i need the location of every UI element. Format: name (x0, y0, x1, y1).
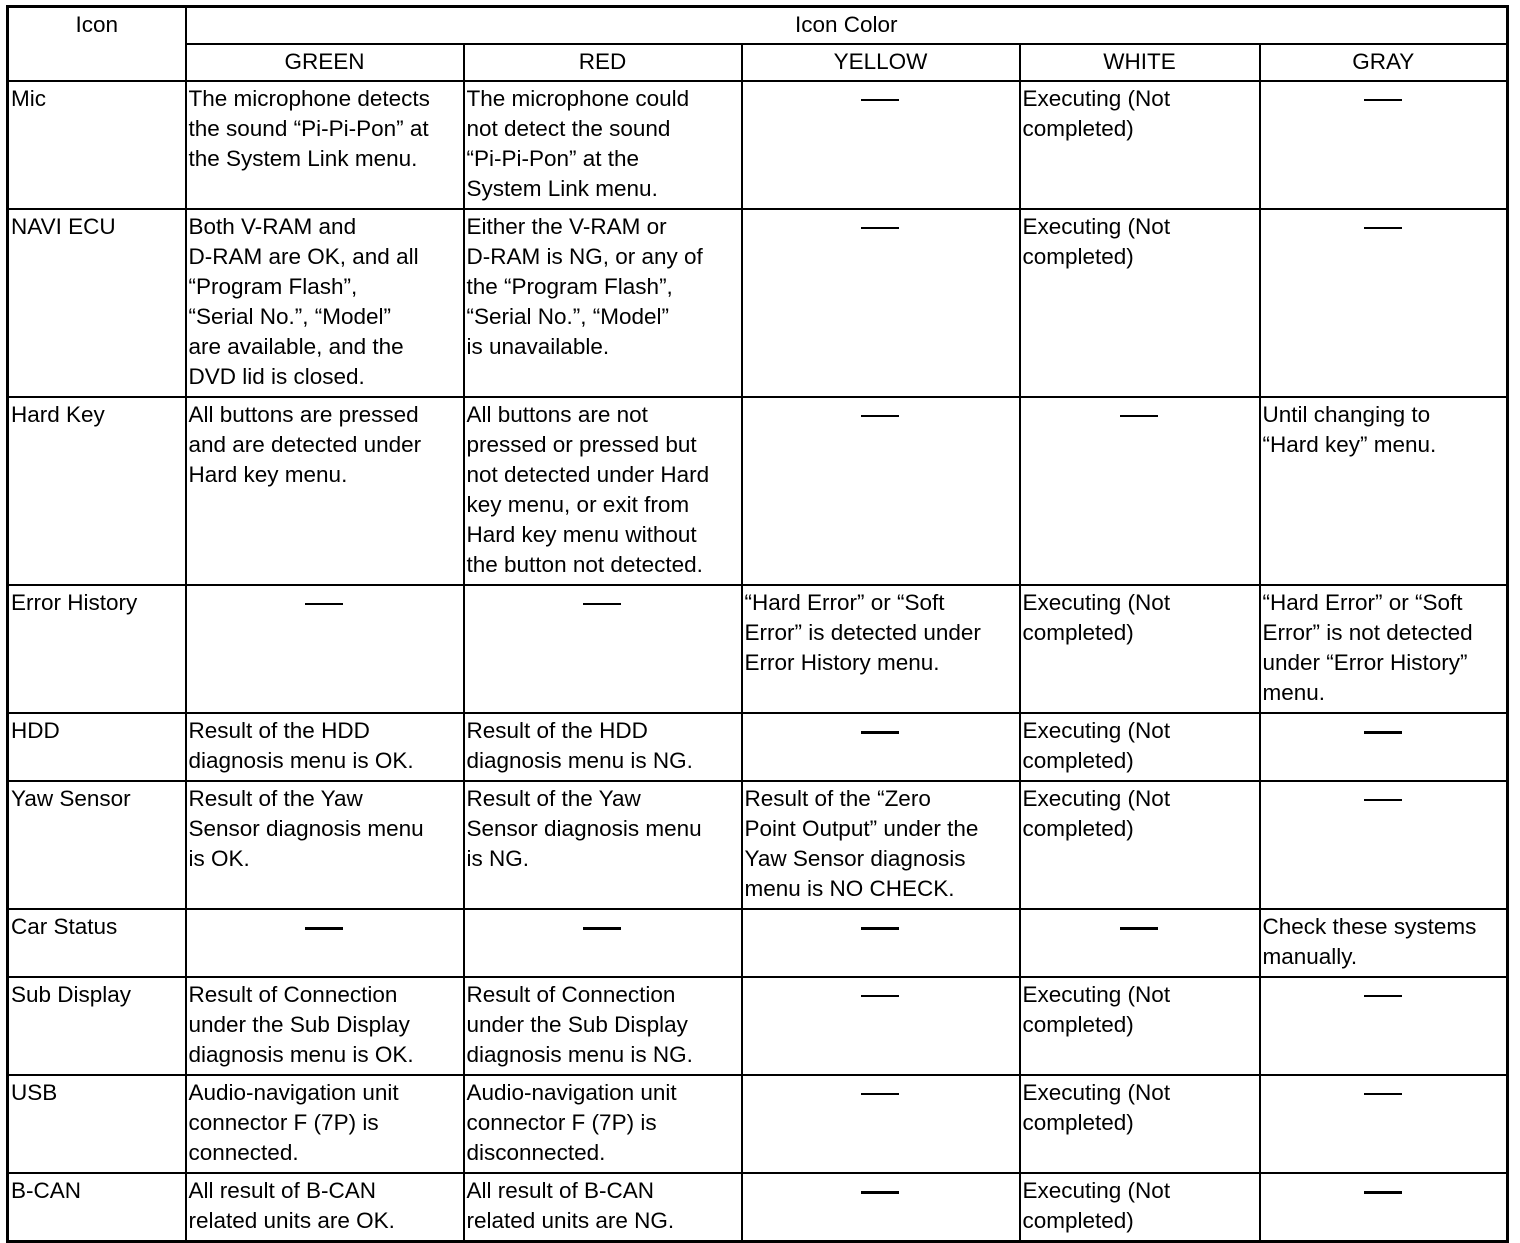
cell-text: Result of the HDD diagnosis menu is OK. (188, 717, 414, 773)
cell-red (464, 397, 742, 585)
table-row (8, 781, 1508, 909)
cell-text: Sub Display (11, 981, 132, 1007)
cell-icon (8, 1075, 186, 1173)
cell-text: USB (11, 1079, 58, 1105)
cell-text: HDD (11, 717, 60, 743)
dash-mark (1364, 799, 1402, 801)
cell-yellow (742, 585, 1020, 713)
cell-green (186, 81, 464, 209)
cell-red (464, 1173, 742, 1242)
dash-mark (583, 603, 621, 605)
cell-yellow (742, 1173, 1020, 1242)
cell-text: Yaw Sensor (11, 785, 131, 811)
dash-mark (861, 1093, 899, 1095)
cell-text: Until changing to “Hard key” menu. (1262, 401, 1437, 457)
cell-text: Executing (Not completed) (1022, 1177, 1171, 1233)
dash-mark (1364, 995, 1402, 997)
cell-text: All buttons are not pressed or pressed but not detected under Hard key menu, or exit from Hard key menu without the button not detected. (466, 401, 710, 577)
dash-mark (861, 995, 899, 997)
cell-gray (1260, 585, 1508, 713)
table-row (8, 977, 1508, 1075)
cell-text: All result of B-CAN related units are NG. (466, 1177, 675, 1233)
header-icon: Icon (8, 7, 186, 81)
cell-red (464, 81, 742, 209)
table-row (8, 585, 1508, 713)
dash-mark (861, 731, 899, 734)
table-row (8, 81, 1508, 209)
cell-white (1020, 585, 1260, 713)
cell-green (186, 781, 464, 909)
cell-text: Result of the HDD diagnosis menu is NG. (466, 717, 693, 773)
cell-text: Executing (Not completed) (1022, 785, 1171, 841)
cell-white (1020, 909, 1260, 977)
cell-text: Hard Key (11, 401, 105, 427)
cell-gray (1260, 1075, 1508, 1173)
cell-icon (8, 713, 186, 781)
cell-yellow (742, 1075, 1020, 1173)
cell-text: Executing (Not completed) (1022, 589, 1171, 645)
header-gray: GRAY (1260, 44, 1508, 81)
table-row (8, 713, 1508, 781)
cell-green (186, 585, 464, 713)
cell-icon (8, 397, 186, 585)
cell-yellow (742, 909, 1020, 977)
cell-text: Both V-RAM and D-RAM are OK, and all “Program Flash”, “Serial No.”, “Model” are available, and the DVD lid is closed. (188, 213, 419, 389)
cell-text: Audio-navigation unit connector F (7P) is disconnected. (466, 1079, 677, 1165)
dash-mark (305, 603, 343, 605)
dash-mark (861, 99, 899, 101)
header-green: GREEN (186, 44, 464, 81)
cell-white (1020, 397, 1260, 585)
cell-gray (1260, 1173, 1508, 1242)
cell-text: Executing (Not completed) (1022, 213, 1171, 269)
dash-mark (305, 927, 343, 930)
cell-red (464, 977, 742, 1075)
dash-mark (1120, 927, 1158, 930)
cell-red (464, 909, 742, 977)
cell-red (464, 585, 742, 713)
cell-text: “Hard Error” or “Soft Error” is detected under Error History menu. (744, 589, 981, 675)
dash-mark (1364, 1093, 1402, 1095)
cell-red (464, 781, 742, 909)
dash-mark (861, 1191, 899, 1194)
cell-icon (8, 781, 186, 909)
header-yellow: YELLOW (742, 44, 1020, 81)
cell-text: The microphone detects the sound “Pi-Pi-Pon” at the System Link menu. (188, 85, 430, 171)
dash-mark (861, 415, 899, 417)
cell-text: Audio-navigation unit connector F (7P) is connected. (188, 1079, 399, 1165)
cell-text: All result of B-CAN related units are OK. (188, 1177, 395, 1233)
cell-yellow (742, 81, 1020, 209)
cell-white (1020, 977, 1260, 1075)
cell-yellow (742, 713, 1020, 781)
cell-text: Executing (Not completed) (1022, 85, 1171, 141)
table-row (8, 909, 1508, 977)
cell-red (464, 1075, 742, 1173)
icon-status-table-wrapper (6, 5, 1509, 1243)
cell-green (186, 1173, 464, 1242)
cell-gray (1260, 977, 1508, 1075)
cell-yellow (742, 781, 1020, 909)
cell-text: “Hard Error” or “Soft Error” is not detected under “Error History” menu. (1262, 589, 1473, 705)
cell-yellow (742, 397, 1020, 585)
cell-white (1020, 781, 1260, 909)
cell-icon (8, 909, 186, 977)
header-white: WHITE (1020, 44, 1260, 81)
dash-mark (1364, 99, 1402, 101)
dash-mark (1364, 1191, 1402, 1194)
cell-gray (1260, 209, 1508, 397)
table-row (8, 209, 1508, 397)
cell-icon (8, 585, 186, 713)
table-row (8, 397, 1508, 585)
header-icon-color: Icon Color (186, 7, 1508, 44)
cell-text: Result of the Yaw Sensor diagnosis menu is OK. (188, 785, 424, 871)
cell-icon (8, 209, 186, 397)
cell-text: Executing (Not completed) (1022, 1079, 1171, 1135)
cell-icon (8, 81, 186, 209)
cell-white (1020, 1075, 1260, 1173)
cell-white (1020, 81, 1260, 209)
cell-green (186, 1075, 464, 1173)
cell-text: Mic (11, 85, 46, 111)
dash-mark (583, 927, 621, 930)
cell-text: Executing (Not completed) (1022, 717, 1171, 773)
cell-icon (8, 977, 186, 1075)
cell-green (186, 397, 464, 585)
cell-gray (1260, 781, 1508, 909)
cell-red (464, 713, 742, 781)
cell-text: NAVI ECU (11, 213, 116, 239)
cell-text: Result of the “Zero Point Output” under the Yaw Sensor diagnosis menu is NO CHECK. (744, 785, 979, 901)
cell-text: The microphone could not detect the sound “Pi-Pi-Pon” at the System Link menu. (466, 85, 690, 201)
cell-text: Error History (11, 589, 138, 615)
cell-text: Executing (Not completed) (1022, 981, 1171, 1037)
cell-green (186, 909, 464, 977)
table-row (8, 1173, 1508, 1242)
cell-text: Either the V-RAM or D-RAM is NG, or any of the “Program Flash”, “Serial No.”, “Model” is unavailable. (466, 213, 703, 359)
dash-mark (861, 227, 899, 229)
table-body (8, 81, 1508, 1242)
dash-mark (1364, 731, 1402, 734)
cell-red (464, 209, 742, 397)
cell-gray (1260, 397, 1508, 585)
cell-text: B-CAN (11, 1177, 82, 1203)
cell-green (186, 977, 464, 1075)
cell-text: Result of the Yaw Sensor diagnosis menu is NG. (466, 785, 702, 871)
cell-text: Check these systems manually. (1262, 913, 1477, 969)
header-red: RED (464, 44, 742, 81)
cell-text: Car Status (11, 913, 118, 939)
cell-text: All buttons are pressed and are detected under Hard key menu. (188, 401, 422, 487)
icon-color-table (6, 5, 1509, 1243)
dash-mark (1120, 415, 1158, 417)
cell-yellow (742, 977, 1020, 1075)
cell-gray (1260, 909, 1508, 977)
dash-mark (861, 927, 899, 930)
dash-mark (1364, 227, 1402, 229)
cell-text: Result of Connection under the Sub Display diagnosis menu is OK. (188, 981, 414, 1067)
cell-yellow (742, 209, 1020, 397)
cell-green (186, 713, 464, 781)
cell-green (186, 209, 464, 397)
cell-gray (1260, 81, 1508, 209)
cell-white (1020, 713, 1260, 781)
cell-gray (1260, 713, 1508, 781)
cell-icon (8, 1173, 186, 1242)
table-row (8, 1075, 1508, 1173)
cell-text: Result of Connection under the Sub Display diagnosis menu is NG. (466, 981, 693, 1067)
cell-white (1020, 1173, 1260, 1242)
cell-white (1020, 209, 1260, 397)
